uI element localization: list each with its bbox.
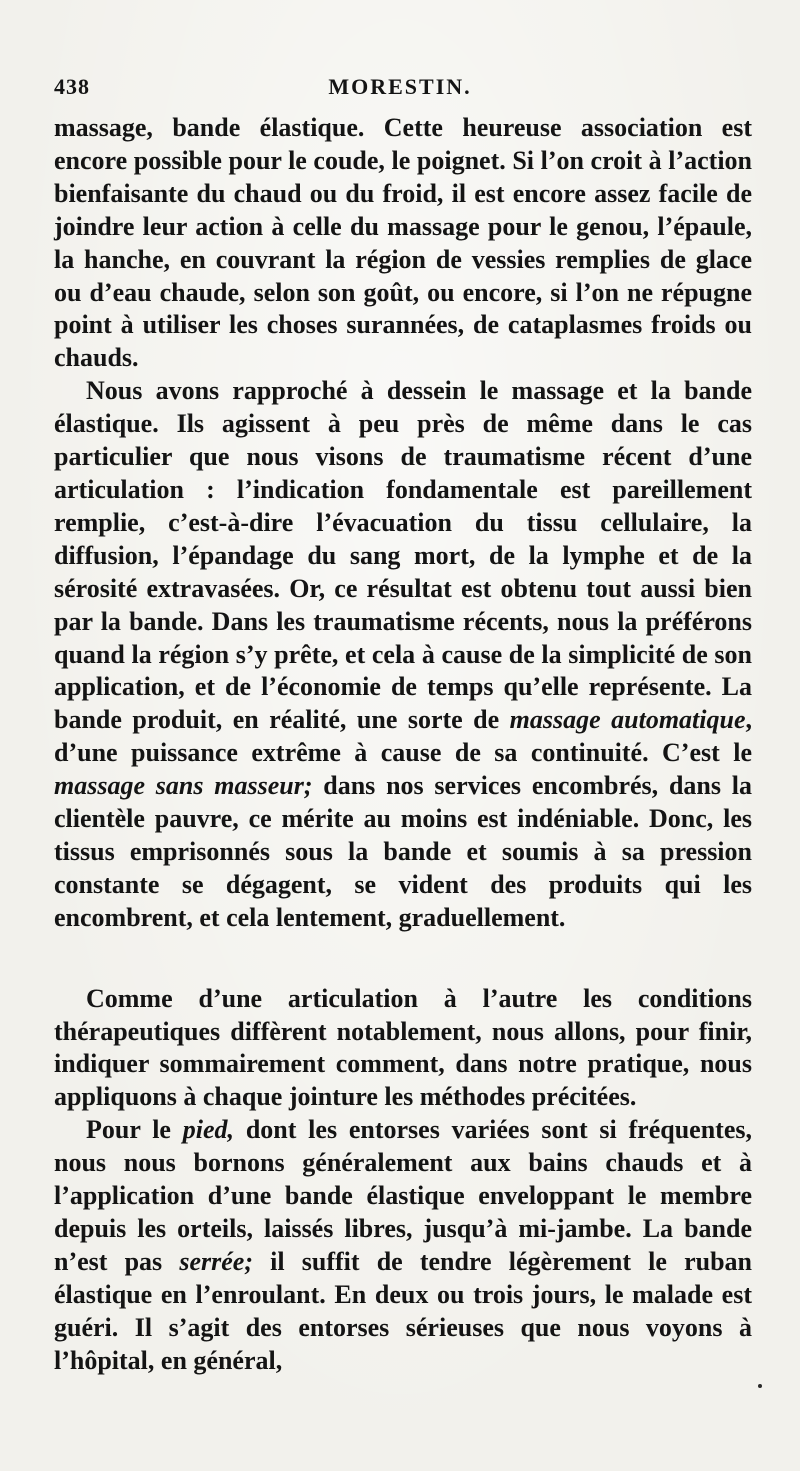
text-run: dans nos services encombrés, dans la clientèle pauvre, ce mérite au moins est indéniable. Donc, les tissus emprisonnés sous la bande et soumis à sa pression constante se dégagent, se vident des produits qui les encombrent, et cela lentement, graduellement.	[54, 771, 752, 932]
text-run: Pour le	[86, 1115, 183, 1145]
paragraph-massage-bande	[54, 375, 752, 934]
italic-phrase: pied,	[182, 1115, 235, 1145]
text-run: Comme d’une articulation à l’autre les conditions thérapeutiques diffèrent notablement, nous allons, pour finir, indiquer sommairement comment, dans notre pratique, nous appliquons à chaque jointure les méthodes précitées.	[54, 983, 752, 1112]
text-run: dont les entorses variées sont si fréquentes, nous nous bornons généralement aux bains chauds et à l’application d’une bande élastique enveloppant le membre depuis les orteils, laissés libres, jusqu’à mi-jambe. La bande n’est pas	[54, 1115, 752, 1276]
text-run: , d’une puissance extrême à cause de sa continuité. C’est le	[54, 705, 753, 768]
ink-speck	[758, 1384, 762, 1388]
italic-phrase: massage automatique	[509, 705, 746, 735]
italic-phrase: massage sans masseur;	[54, 771, 313, 801]
page-header	[54, 74, 746, 108]
page-number: 438	[54, 74, 90, 99]
paragraph-pied	[54, 1114, 752, 1377]
body-text	[54, 112, 752, 1378]
italic-phrase: serrée;	[179, 1246, 253, 1276]
paragraph-continuation	[54, 112, 752, 375]
text-run: Nous avons rapproché à dessein le massage et la bande élastique. Ils agissent à peu près de même dans le cas particulier que nous visons de traumatisme récent d’une articulation : l’indication fondamentale est pareillement remplie, c’est-à-dire l’évacuation du tissu cellulaire, la diffusion, l’épandage du sang mort, de la lymphe et de la sérosité extravasées. Or, ce résultat est obtenu tout aussi bien par la bande. Dans les traumatisme récents, nous la préférons quand la région s’y prête, et cela à cause de la simplicité de son application, et de l’économie de temps qu’elle représente. La bande produit, en réalité, une sorte de	[54, 376, 752, 735]
running-head: MORESTIN.	[328, 74, 472, 99]
paragraph-conditions-therapeutiques	[54, 983, 752, 1115]
text-run: il suffit de tendre légèrement le ruban élastique en l’enroulant. En deux ou trois jours, le malade est guéri. Il s’agit des entorses sérieuses que nous voyons à l’hôpital, en général,	[54, 1246, 752, 1375]
text-run: massage, bande élastique. Cette heureuse association est encore possible pour le coude, le poignet. Si l’on croit à l’action bienfaisante du chaud ou du froid, il est encore assez facile de joindre leur action à celle du massage pour le genou, l’épaule, la hanche, en couvrant la région de vessies remplies de glace ou d’eau chaude, selon son goût, ou encore, si l’on ne répugne point à utiliser les choses surannées, de cataplasmes froids ou chauds.	[54, 113, 752, 373]
